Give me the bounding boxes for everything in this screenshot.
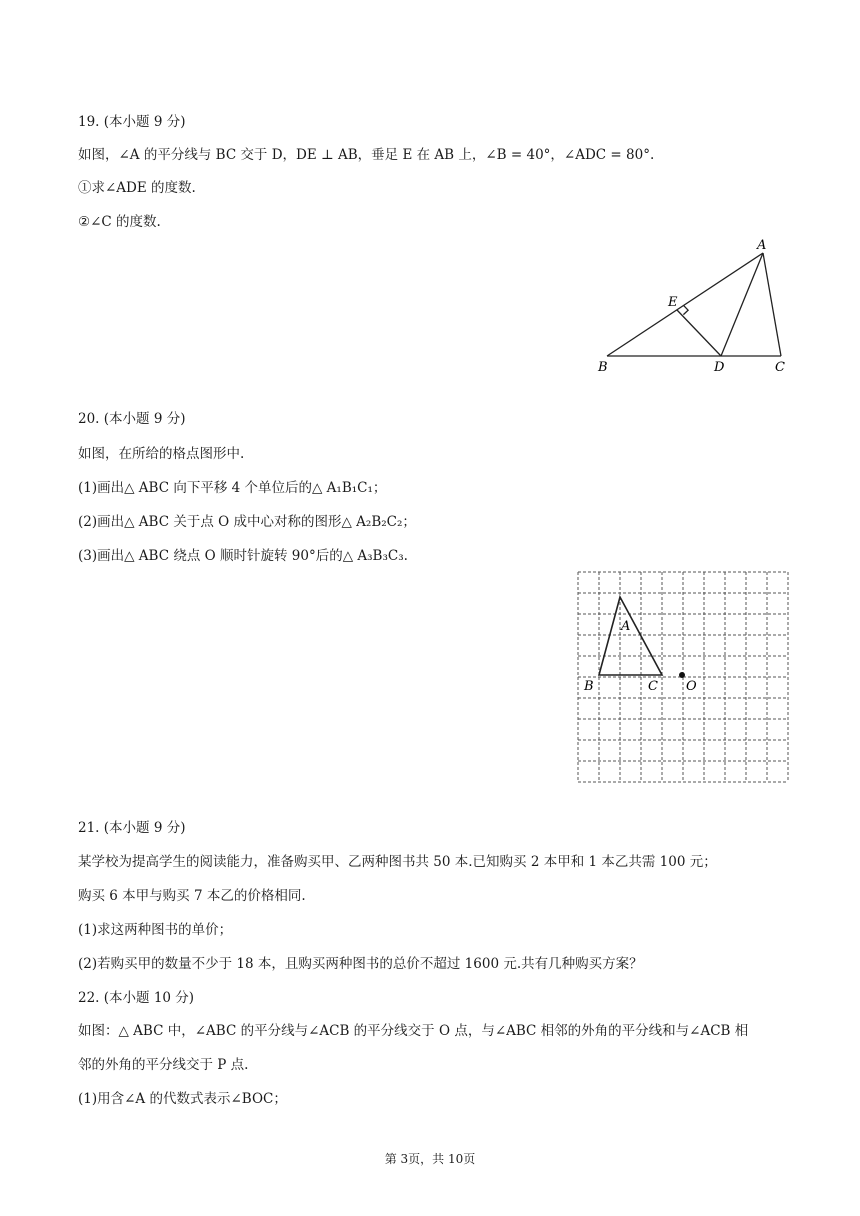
right-angle-mark <box>683 306 688 315</box>
page-footer: 第 3页，共 10页 <box>384 1152 476 1166</box>
q22-part1: (1)用含∠A 的代数式表示∠BOC； <box>78 1091 287 1107</box>
label-d: D <box>714 360 725 375</box>
q22-stem-line2: 邻的外角的平分线交于 P 点. <box>78 1057 249 1073</box>
q19-stem: 如图，∠A 的平分线与 BC 交于 D，DE ⊥ AB，垂足 E 在 AB 上，∠B = 40°，∠ADC = 80°. <box>78 147 655 163</box>
label-a: A <box>757 238 767 253</box>
label-c: C <box>775 360 785 375</box>
q19-header: 19. (本小题 9 分) <box>78 114 186 130</box>
q19-part1: ①求∠ADE 的度数. <box>78 180 196 196</box>
segment-de <box>677 310 721 356</box>
q21-stem-line2: 购买 6 本甲与购买 7 本乙的价格相同. <box>78 888 306 904</box>
q20-stem: 如图，在所给的格点图形中. <box>78 446 245 462</box>
label-b: B <box>584 679 594 694</box>
label-e: E <box>668 295 678 310</box>
label-a: A <box>621 619 631 634</box>
q21-part2: (2)若购买甲的数量不少于 18 本，且购买两种图书的总价不超过 1600 元.共有几种购买方案？ <box>78 956 643 972</box>
label-o: O <box>686 679 697 694</box>
triangle-abc <box>599 597 662 675</box>
q20-part1: (1)画出△ ABC 向下平移 4 个单位后的△ A₁B₁C₁； <box>78 480 387 496</box>
q20-header: 20. (本小题 9 分) <box>78 411 186 427</box>
q19-part2: ②∠C 的度数. <box>78 214 161 230</box>
q21-stem-line1: 某学校为提高学生的阅读能力，准备购买甲、乙两种图书共 50 本.已知购买 2 本甲和 1 本乙共需 100 元； <box>78 854 717 870</box>
segment-ba <box>607 253 763 356</box>
q21-part1: (1)求这两种图书的单价； <box>78 922 233 938</box>
q20-grid-figure <box>570 566 795 786</box>
q22-header: 22. (本小题 10 分) <box>78 990 195 1006</box>
q20-part3: (3)画出△ ABC 绕点 O 顺时针旋转 90°后的△ A₃B₃C₃. <box>78 548 408 564</box>
q22-stem-line1: 如图：△ ABC 中，∠ABC 的平分线与∠ACB 的平分线交于 O 点，与∠ABC 相邻的外角的平分线和与∠ACB 相 <box>78 1023 749 1039</box>
label-c: C <box>648 679 658 694</box>
q20-part2: (2)画出△ ABC 关于点 O 成中心对称的图形△ A₂B₂C₂； <box>78 514 416 530</box>
label-b: B <box>598 360 608 375</box>
point-o <box>679 672 685 678</box>
q21-header: 21. (本小题 9 分) <box>78 820 186 836</box>
q19-triangle-figure <box>590 232 800 382</box>
segment-ad <box>721 253 763 356</box>
segment-ac <box>763 253 781 356</box>
